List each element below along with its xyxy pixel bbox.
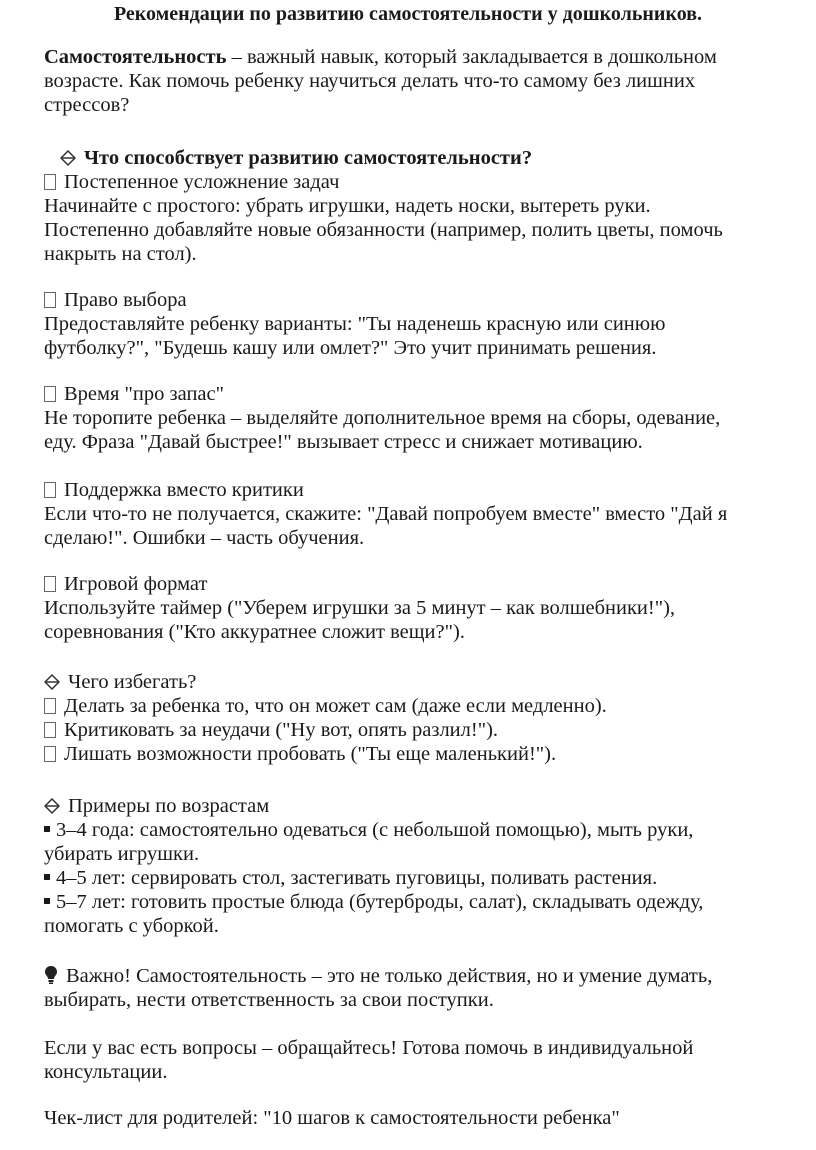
important-line-2: выбирать, нести ответственность за свои поступки. xyxy=(44,989,494,1011)
item-title: Время "про запас" xyxy=(64,383,224,405)
item-line: Не торопите ребенка – выделяйте дополнительное время на сборы, одевание, xyxy=(44,407,721,429)
age-example: 5–7 лет: готовить простые блюда (бутерброды, салат), складывать одежду, xyxy=(56,891,704,913)
item-title: Право выбора xyxy=(64,289,187,311)
section1-heading xyxy=(60,146,532,170)
square-bullet-icon xyxy=(44,898,50,904)
checklist-text: Чек-лист для родителей: "10 шагов к самостоятельности ребенка" xyxy=(44,1107,620,1129)
intro-bold-term: Самостоятельность xyxy=(44,46,227,68)
document-title: Рекомендации по развитию самостоятельности у дошкольников. xyxy=(113,3,703,25)
checkbox-glyph-icon xyxy=(44,722,56,738)
important-note xyxy=(44,964,784,1012)
item-line: Используйте таймер ("Уберем игрушки за 5 минут – как волшебники!"), xyxy=(44,597,676,619)
item-line: сделаю!". Ошибки – часть обучения. xyxy=(44,527,365,549)
section1-item-5 xyxy=(44,572,784,644)
checkbox-glyph-icon xyxy=(44,292,56,308)
item-line: Предоставляйте ребенку варианты: "Ты наденешь красную или синюю xyxy=(44,313,666,335)
checkbox-glyph-icon xyxy=(44,746,56,762)
age-example-cont: помогать с уборкой. xyxy=(44,915,219,937)
age-example-cont: убирать игрушки. xyxy=(44,843,200,865)
item-line: футболку?", "Будешь кашу или омлет?" Это учит принимать решения. xyxy=(44,337,657,359)
item-line: накрыть на стол). xyxy=(44,243,197,265)
item-title: Поддержка вместо критики xyxy=(64,479,304,501)
important-line-1: Важно! Самостоятельность – это не только действия, но и умение думать, xyxy=(66,965,713,987)
checkbox-glyph-icon xyxy=(44,576,56,592)
intro-line-2: возрасте. Как помочь ребенку научиться делать что-то самому без лишних xyxy=(44,70,696,92)
section3-heading: Примеры по возрастам xyxy=(68,795,270,817)
checkbox-glyph-icon xyxy=(44,386,56,402)
item-title: Постепенное усложнение задач xyxy=(64,171,340,193)
item-title: Игровой формат xyxy=(64,573,208,595)
square-bullet-icon xyxy=(44,826,50,832)
intro-line-1: – важный навык, который закладывается в дошкольном xyxy=(226,46,717,68)
item-line: Если что-то не получается, скажите: "Давай попробуем вместе" вместо "Дай я xyxy=(44,503,728,525)
section3 xyxy=(44,794,784,938)
section1-item-4 xyxy=(44,478,784,550)
diamond-bullet-icon xyxy=(44,674,60,690)
section1-item-3 xyxy=(44,382,784,454)
item-line: соревнования ("Кто аккуратнее сложит вещи?"). xyxy=(44,621,465,643)
avoid-item: Критиковать за неудачи ("Ну вот, опять разлил!"). xyxy=(64,719,499,741)
section1-heading-text: Что способствует развитию самостоятельности? xyxy=(84,147,533,169)
checkbox-glyph-icon xyxy=(44,482,56,498)
checkbox-glyph-icon xyxy=(44,174,56,190)
lightbulb-icon xyxy=(44,965,58,985)
item-line: Постепенно добавляйте новые обязанности (например, полить цветы, помочь xyxy=(44,219,723,241)
square-bullet-icon xyxy=(44,874,50,880)
age-example: 4–5 лет: сервировать стол, застегивать пуговицы, поливать растения. xyxy=(56,867,658,889)
contact-line-1: Если у вас есть вопросы – обращайтесь! Готова помочь в индивидуальной xyxy=(44,1037,694,1059)
contact-line-2: консультации. xyxy=(44,1061,168,1083)
contact-paragraph xyxy=(44,1036,784,1084)
checklist-line xyxy=(44,1106,784,1130)
item-line: еду. Фраза "Давай быстрее!" вызывает стресс и снижает мотивацию. xyxy=(44,431,643,453)
section2 xyxy=(44,670,784,766)
avoid-item: Делать за ребенка то, что он может сам (даже если медленно). xyxy=(64,695,607,717)
age-example: 3–4 года: самостоятельно одеваться (с небольшой помощью), мыть руки, xyxy=(56,819,694,841)
intro-line-3: стрессов? xyxy=(44,94,130,116)
checkbox-glyph-icon xyxy=(44,698,56,714)
section1-item-1 xyxy=(44,170,784,266)
diamond-bullet-icon xyxy=(60,150,76,166)
section2-heading: Чего избегать? xyxy=(68,671,197,693)
item-line: Начинайте с простого: убрать игрушки, надеть носки, вытереть руки. xyxy=(44,195,651,217)
intro-paragraph xyxy=(44,45,784,117)
section1-item-2 xyxy=(44,288,784,360)
diamond-bullet-icon xyxy=(44,798,60,814)
avoid-item: Лишать возможности пробовать ("Ты еще маленький!"). xyxy=(64,743,557,765)
